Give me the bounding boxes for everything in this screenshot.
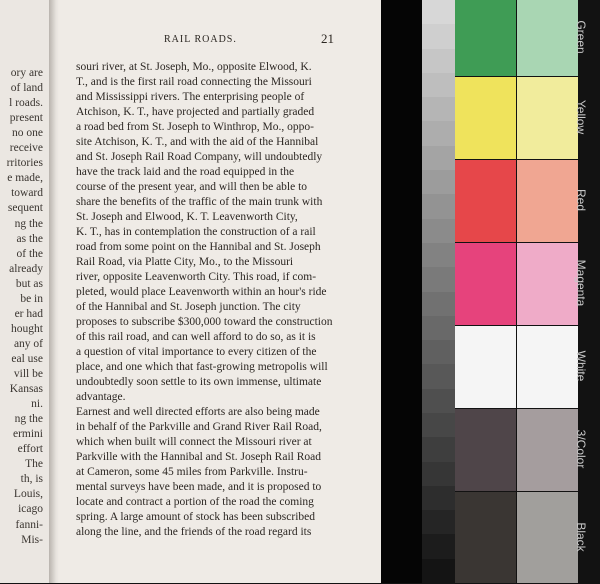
body-text-line: undoubtedly soon settle to its own immense, ultimate (76, 376, 322, 388)
left-page-line: Mis- (21, 533, 43, 546)
body-text-line: which when built will connect the Missouri river at (76, 436, 312, 448)
left-page-line: sequent (7, 202, 43, 215)
body-text-line: St. Joseph and Elwood, K. T. Leavenworth City, (76, 211, 298, 223)
color-patch-light (517, 77, 578, 159)
left-page-line: l roads. (9, 97, 43, 110)
color-patch-light (517, 492, 578, 583)
color-patch-dark (455, 326, 516, 408)
left-page-line: er had (14, 307, 43, 320)
body-text-line: Parkville with the Hannibal and St. Joseph Rail Road (76, 451, 321, 463)
left-page-line: ni. (31, 398, 43, 411)
gray-step (422, 413, 455, 438)
color-patch-dark (455, 160, 516, 242)
color-patch-label: 3/Color (574, 429, 588, 469)
gray-step (422, 340, 455, 365)
left-page-line: fanni- (15, 518, 43, 531)
gray-step (422, 389, 455, 414)
left-page-line: but as (15, 277, 43, 290)
gray-step (422, 510, 455, 535)
gray-step (422, 121, 455, 146)
left-page-line: Kansas (9, 383, 43, 396)
left-page-line: toward (11, 187, 43, 200)
left-page-line: ng the (14, 217, 43, 230)
color-patch-dark (455, 409, 516, 491)
gray-step (422, 534, 455, 559)
color-patch-dark (455, 243, 516, 325)
previous-page-edge (0, 0, 49, 583)
body-text-line: at Cameron, some 45 miles from Parkville. Instru- (76, 466, 308, 478)
color-patch-dark (455, 492, 516, 583)
left-page-line: no one (12, 127, 43, 140)
gray-step (422, 559, 455, 584)
body-text-line: and St. Joseph Rail Road Company, will undoubtedly (76, 151, 323, 163)
gray-step (422, 146, 455, 171)
color-patch-label: Red (574, 188, 588, 212)
left-page-line: e made, (7, 172, 43, 185)
body-text-line: mental surveys have been made, and it is proposed to (76, 481, 322, 493)
left-page-line: present (9, 112, 43, 125)
left-page-line: any of (13, 337, 43, 350)
body-text-line: T., and is the first rail road connecting the Missouri (76, 76, 312, 88)
gray-step (422, 194, 455, 219)
gray-step (422, 486, 455, 511)
color-patch-light (517, 409, 578, 491)
gray-step (422, 462, 455, 487)
gray-step (422, 24, 455, 49)
left-page-line: ory are (10, 67, 43, 79)
book-page (59, 0, 381, 583)
color-patch-label: Black (574, 521, 588, 552)
body-text-line: Rail Road, via Platte City, Mo., to the Missouri (76, 256, 294, 268)
gray-step (422, 0, 455, 25)
body-text-line: of this rail road, and can well afford to do so, as it is (76, 331, 316, 343)
gray-step (422, 316, 455, 341)
body-text-line: Earnest and well directed efforts are also being made (76, 406, 320, 418)
left-page-line: vill be (13, 368, 43, 380)
gray-step (422, 243, 455, 268)
page-number: 21 (321, 31, 334, 46)
body-text-line: place, and one which that fast-growing metropolis will (76, 361, 328, 373)
body-text-line: locate and contract a portion of the road the coming (76, 496, 314, 508)
color-patch-dark (455, 77, 516, 159)
body-text-line: a road bed from St. Joseph to Winthrop, Mo., oppo- (76, 121, 314, 133)
gray-step (422, 73, 455, 98)
left-page-line: already (9, 262, 43, 275)
color-patch-label: Yellow (574, 99, 588, 135)
body-text-line: Atchison, K. T., have projected and partially graded (76, 106, 315, 118)
left-page-line: receive (9, 142, 43, 155)
gray-step (422, 364, 455, 389)
gray-step (422, 437, 455, 462)
body-text-line: course of the present year, and will then be able to (76, 181, 308, 193)
left-page-line: as the (16, 232, 43, 245)
left-page-line: hought (11, 322, 43, 335)
running-header (59, 31, 381, 50)
left-page-line: icago (18, 503, 43, 516)
color-patch-label: Green (574, 20, 588, 54)
left-page-line: of the (16, 247, 43, 260)
body-text-line: pleted, would place Leavenworth within an hour's ride (76, 286, 327, 298)
gray-step (422, 219, 455, 244)
color-patch-light (517, 326, 578, 408)
color-patch-dark (455, 0, 516, 76)
color-patch-light (517, 0, 578, 76)
gray-step (422, 97, 455, 122)
left-page-line: ng the (14, 413, 43, 426)
body-text-line: advantage. (76, 391, 126, 403)
body-text-line: have the track laid and the road equipped in the (76, 166, 295, 178)
color-patch-light (517, 160, 578, 242)
book-gutter (49, 0, 59, 583)
left-page-line: ermini (12, 428, 43, 441)
gray-step (422, 292, 455, 317)
body-text-line: river, opposite Leavenworth City. This road, if com- (76, 271, 317, 283)
body-text-line: road from some point on the Hannibal and St. Joseph (76, 241, 321, 253)
gray-step (422, 267, 455, 292)
color-patch-light (517, 243, 578, 325)
left-page-line: th, is (20, 473, 43, 486)
left-page-line: Louis, (13, 488, 43, 501)
gray-step (422, 49, 455, 74)
left-page-line: rritories (6, 157, 43, 170)
card-separator (381, 0, 422, 583)
body-text-line: proposes to subscribe $300,000 toward the construction (76, 316, 333, 328)
left-page-line: eal use (11, 352, 43, 365)
color-patch-label: White (574, 350, 588, 382)
body-text-line: in behalf of the Parkville and Grand River Rail Road, (76, 421, 322, 433)
header-title: RAIL ROADS. (164, 34, 237, 45)
body-text-line: and Mississippi rivers. The enterprising people of (76, 91, 305, 103)
left-page-line: be in (20, 292, 43, 305)
body-text-line: along the line, and the friends of the road regard its (76, 526, 312, 538)
body-text-line: K. T., has in contemplation the construction of a rail (76, 226, 316, 238)
left-page-line: The (25, 458, 43, 471)
body-text-line: souri river, at St. Joseph, Mo., opposite Elwood, K. (76, 61, 312, 73)
body-text-line: a question of vital importance to every citizen of the (76, 346, 317, 358)
body-text-line: spring. A large amount of stock has been subscribed (76, 511, 316, 523)
body-text-line: of the Hannibal and St. Joseph junction. The city (76, 301, 301, 313)
grayscale-strip (422, 0, 455, 583)
left-page-line: effort (17, 443, 43, 456)
body-text-line: share the benefits of the traffic of the main trunk with (76, 196, 323, 208)
body-text-line: site Atchison, K. T., and with the aid of the Hannibal (76, 136, 319, 148)
left-page-line: of land (10, 82, 43, 95)
color-patch-label: Magenta (574, 259, 588, 307)
gray-step (422, 170, 455, 195)
